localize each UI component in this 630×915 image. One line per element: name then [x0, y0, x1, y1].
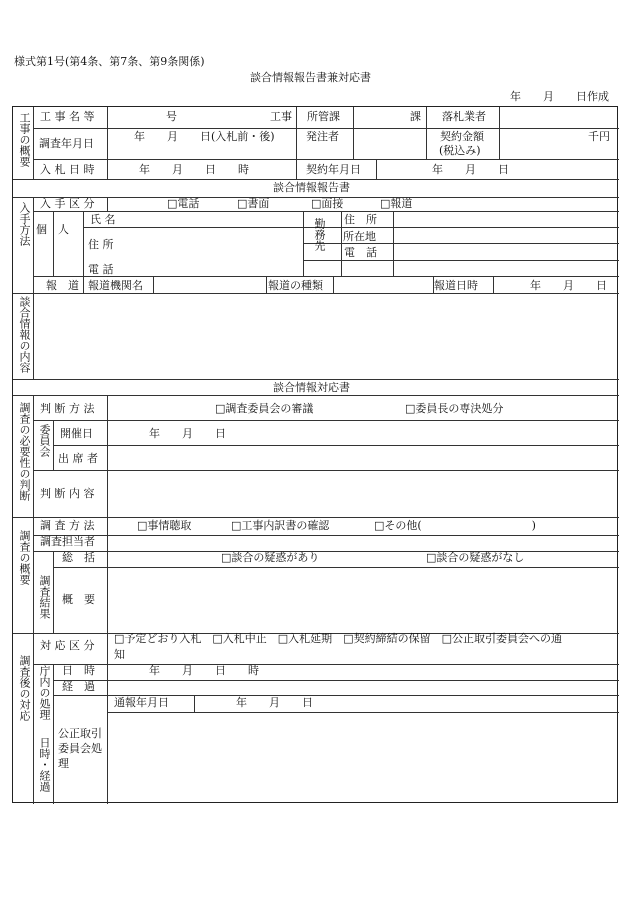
address-label: 住 所: [88, 238, 114, 251]
survey-option-other: □その他( ): [374, 519, 536, 532]
overall-option-not-suspected: □談合の疑惑がなし: [426, 551, 525, 564]
option-interview: □面接: [311, 197, 344, 210]
judge-content-label: 判 断 内 容: [40, 487, 95, 500]
notify-date-label: 通報年月日: [114, 696, 169, 709]
committee-label: 委員会: [38, 424, 51, 457]
datetime-value: 年 月 日 時: [149, 664, 259, 677]
media-name-label: 報道機関名: [88, 279, 143, 292]
notify-date-value: 年 月 日: [236, 696, 313, 709]
report-section-title: 談合情報報告書: [273, 181, 350, 194]
media-type-label: 報道の種類: [268, 279, 323, 292]
media-date-value: 年 月 日: [530, 279, 607, 292]
acquire-category-label: 入 手 区 分: [40, 197, 95, 210]
dept-label: 所管課: [307, 110, 340, 123]
press-label: 報 道: [46, 279, 79, 292]
content-side-label: 談合情報の内容: [18, 296, 31, 373]
survey-date-value: 年 月 日(入札前・後): [134, 130, 275, 143]
ftc-side-label: 日時・経過: [38, 737, 51, 792]
after-side-label: 調査後の対応: [18, 655, 31, 721]
overview-side-label: 工事の概要: [18, 112, 31, 167]
survey-staff-label: 調査担当者: [40, 535, 95, 548]
option-phone: □電話: [167, 197, 200, 210]
bidder-label: 落札業者: [442, 110, 486, 123]
datetime-label: 日 時: [62, 664, 95, 677]
media-date-label: 報道日時: [434, 279, 478, 292]
survey-option-hearing: □事情聴取: [137, 519, 192, 532]
response-category-label: 対 応 区 分: [40, 639, 95, 652]
dept-suffix: 課: [410, 110, 421, 123]
name-label: 氏 名: [90, 213, 116, 226]
bid-date-label: 入 札 日 時: [40, 163, 95, 176]
workplace-address-label: 住 所: [344, 213, 377, 226]
method-side-label: 入手方法: [18, 202, 31, 246]
judge-side-label: 調査の必要性の判断: [18, 402, 31, 501]
judge-option-chair: □委員長の専決処分: [405, 402, 504, 415]
bid-date-value: 年 月 日 時: [139, 163, 249, 176]
ftc-label: 公正取引委員会処理: [58, 727, 102, 770]
work-suffix: 工事: [270, 110, 292, 123]
overall-option-suspected: □談合の疑惑があり: [221, 551, 320, 564]
workplace-phone-label: 電 話: [344, 246, 377, 259]
held-date-label: 開催日: [60, 427, 93, 440]
option-press: □報道: [380, 197, 413, 210]
summary-side-label: 調査の概要: [18, 530, 31, 585]
outline-label: 概 要: [62, 593, 95, 606]
amount-tax-note: (税込み): [439, 144, 481, 157]
workplace-label: 勤務先: [313, 218, 326, 251]
judge-method-label: 判 断 方 法: [40, 402, 95, 415]
held-date-value: 年 月 日: [149, 427, 226, 440]
judge-option-committee: □調査委員会の審議: [215, 402, 314, 415]
response-options-line1: □予定どおり入札 □入札中止 □入札延期 □契約締結の保留 □公正取引委員会への通: [114, 632, 562, 645]
response-section-title: 談合情報対応書: [273, 381, 350, 394]
contract-date-value: 年 月 日: [432, 163, 509, 176]
survey-option-breakdown: □工事内訳書の確認: [231, 519, 330, 532]
option-document: □書面: [237, 197, 270, 210]
created-date-line: 年 月 日作成: [510, 90, 609, 103]
amount-label: 契約金額: [440, 130, 484, 143]
survey-method-label: 調 査 方 法: [40, 519, 95, 532]
attendees-label: 出 席 者: [58, 452, 98, 465]
response-options-line2: 知: [114, 648, 125, 661]
work-number: 号: [166, 110, 177, 123]
survey-date-label: 調査年月日: [39, 137, 94, 150]
form-number: 様式第1号(第4条、第7条、第9条関係): [14, 55, 205, 68]
contract-date-label: 契約年月日: [306, 163, 361, 176]
phone-label: 電 話: [88, 263, 114, 276]
result-side-label: 調査結果: [38, 575, 51, 619]
internal-side-label: 庁内の処理: [38, 665, 51, 720]
individual-label: 個 人: [36, 223, 69, 236]
orderer-label: 発注者: [306, 130, 339, 143]
progress-label: 経 過: [62, 680, 95, 693]
document-title: 談合情報報告書兼対応書: [250, 71, 371, 84]
amount-unit: 千円: [588, 130, 610, 143]
overall-label: 総 括: [62, 551, 95, 564]
workplace-location-label: 所在地: [343, 230, 376, 243]
work-name-label: 工 事 名 等: [40, 110, 95, 123]
